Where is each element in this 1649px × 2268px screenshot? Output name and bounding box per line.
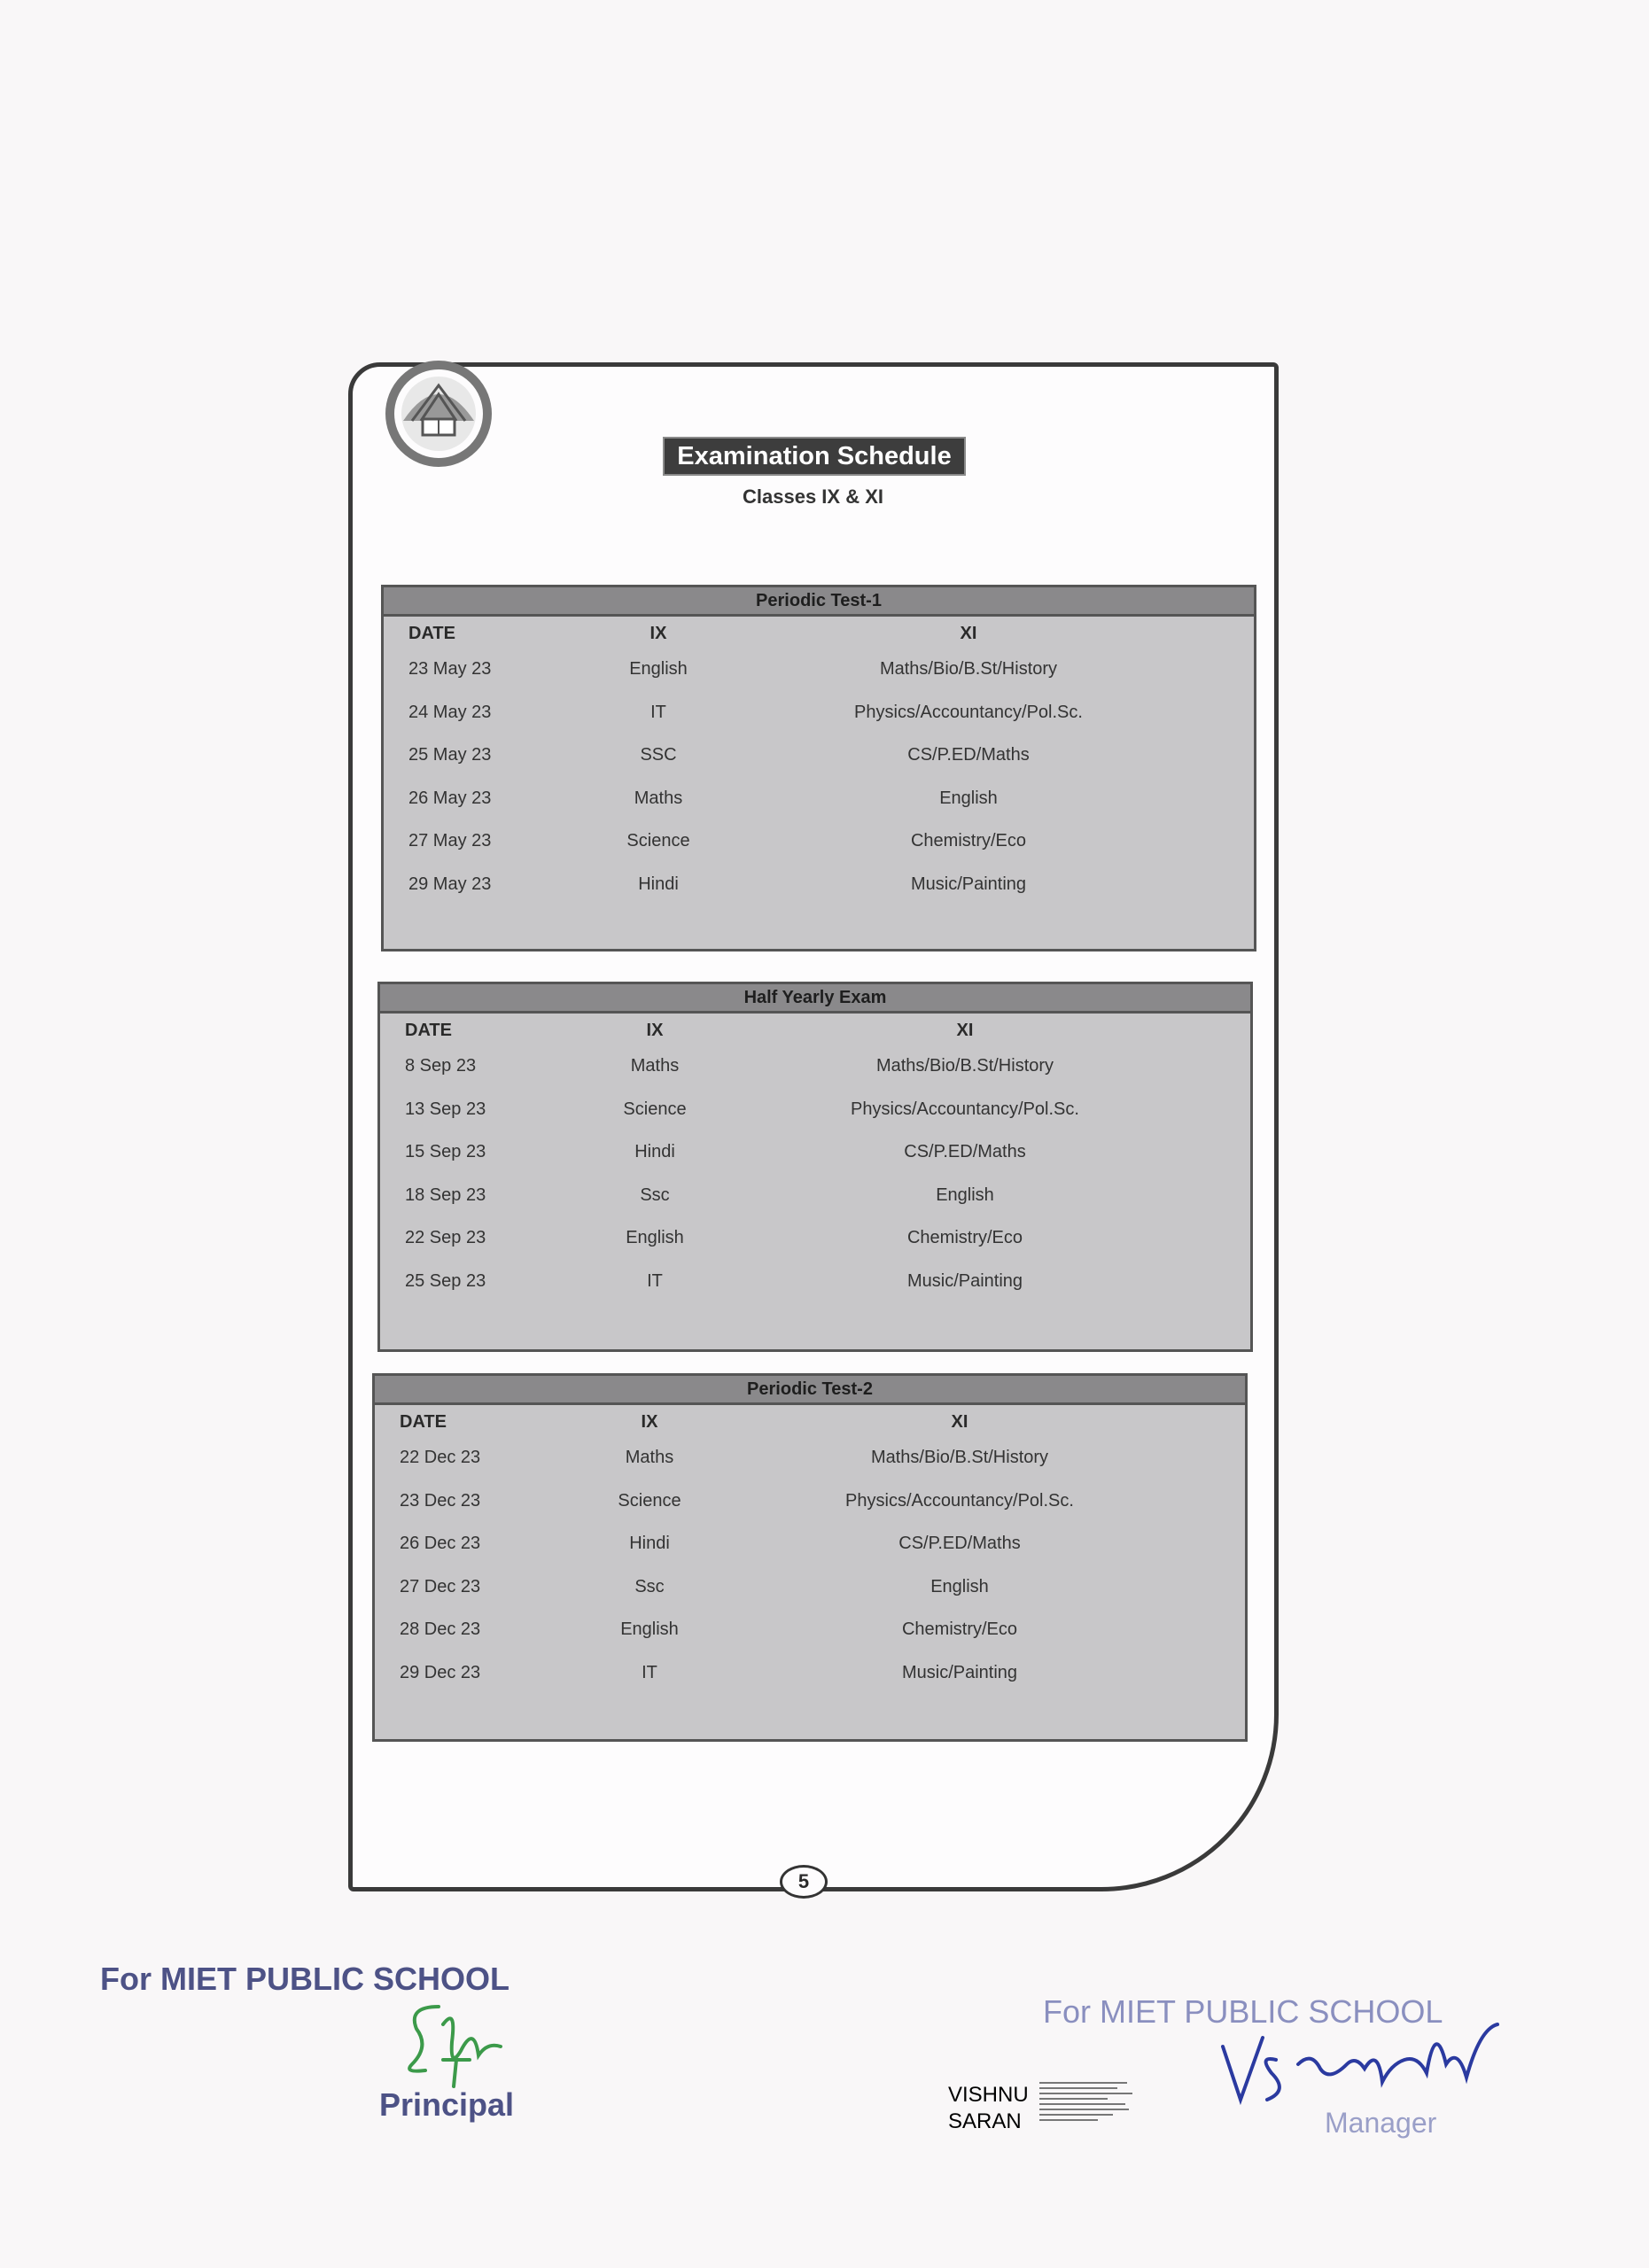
table-row: [384, 695, 1254, 739]
cell-ix: Ssc: [634, 1576, 665, 1596]
cell-xi: Maths/Bio/B.St/History: [875, 1056, 1054, 1076]
cell-date: 28 Dec 23: [400, 1619, 481, 1639]
cell-ix: English: [626, 1228, 684, 1247]
cell-xi: CS/P.ED/Maths: [904, 1142, 1026, 1161]
cell-ix: Maths: [630, 1056, 680, 1076]
cell-date: 29 May 23: [408, 874, 492, 894]
signer-last-name: SARAN: [948, 2109, 1022, 2133]
signer-first-name: VISHNU: [948, 2083, 1029, 2107]
table-row: [380, 1178, 1250, 1222]
table-row: [384, 738, 1254, 781]
cell-ix: Hindi: [629, 1534, 670, 1553]
cell-date: 23 Dec 23: [400, 1490, 481, 1511]
cell-ix: Maths: [625, 1448, 674, 1467]
column-header-xi: XI: [960, 624, 977, 643]
table-row: [375, 1484, 1245, 1527]
table-row: [375, 1612, 1245, 1656]
cell-date: 18 Sep 23: [405, 1184, 486, 1205]
cell-date: 24 May 23: [408, 702, 492, 722]
cell-ix: SSC: [640, 745, 677, 765]
table-row: [375, 1441, 1245, 1484]
digital-signature-fine-print: [1039, 2082, 1137, 2135]
cell-ix: Science: [626, 831, 690, 850]
cell-xi: Physics/Accountancy/Pol.Sc.: [851, 1099, 1079, 1119]
column-header-xi: XI: [956, 1021, 974, 1040]
principal-signature: [390, 1989, 523, 2095]
cell-xi: Music/Painting: [901, 1662, 1018, 1682]
page-title: Examination Schedule: [663, 437, 966, 476]
cell-xi: Maths/Bio/B.St/History: [879, 659, 1058, 679]
column-header-ix: IX: [646, 1021, 664, 1040]
column-header-ix: IX: [641, 1412, 658, 1432]
cell-date: 26 Dec 23: [400, 1534, 481, 1553]
table-row: [380, 1221, 1250, 1264]
cell-ix: Maths: [634, 788, 683, 808]
table-row: [380, 1049, 1250, 1092]
cell-date: 27 May 23: [408, 831, 492, 850]
school-emblem-icon: [377, 359, 501, 474]
table-row: [380, 1264, 1250, 1308]
cell-xi: Chemistry/Eco: [910, 831, 1027, 850]
cell-xi: Chemistry/Eco: [906, 1228, 1023, 1247]
cell-xi: Chemistry/Eco: [901, 1619, 1018, 1639]
cell-xi: CS/P.ED/Maths: [898, 1534, 1021, 1553]
table-row: [380, 1135, 1250, 1178]
table-heading: Half Yearly Exam: [380, 984, 1250, 1014]
cell-xi: Maths/Bio/B.St/History: [870, 1448, 1049, 1467]
cell-date: 23 May 23: [408, 659, 492, 679]
table-row: [375, 1526, 1245, 1570]
manager-role-label: Manager: [1325, 2107, 1437, 2139]
table-heading: Periodic Test-2: [375, 1376, 1245, 1405]
principal-role-label: Principal: [379, 2086, 515, 2123]
page-number: 5: [780, 1865, 828, 1899]
schedule-table-half-yearly: [377, 982, 1253, 1352]
cell-ix: Science: [618, 1490, 681, 1511]
cell-date: 8 Sep 23: [405, 1056, 477, 1076]
cell-xi: English: [936, 1184, 994, 1205]
cell-ix: IT: [650, 702, 666, 722]
column-header-date: DATE: [400, 1412, 447, 1432]
table-row: [380, 1092, 1250, 1136]
table-row: [384, 781, 1254, 825]
table-row: [384, 652, 1254, 695]
cell-xi: Music/Painting: [906, 1270, 1023, 1291]
cell-date: 29 Dec 23: [400, 1662, 481, 1682]
digital-signer-name: [948, 2082, 1029, 2135]
cell-ix: IT: [647, 1270, 663, 1291]
table-header-row: [375, 1405, 1245, 1441]
cell-date: 22 Dec 23: [400, 1448, 481, 1467]
cell-ix: English: [629, 659, 688, 679]
cell-xi: Music/Painting: [910, 874, 1027, 894]
table-row: [384, 824, 1254, 867]
table-row: [375, 1570, 1245, 1613]
cell-date: 27 Dec 23: [400, 1576, 481, 1596]
table-row: [384, 867, 1254, 911]
cell-date: 15 Sep 23: [405, 1142, 486, 1161]
cell-xi: English: [939, 788, 998, 808]
cell-xi: Physics/Accountancy/Pol.Sc.: [845, 1490, 1074, 1511]
table-row: [375, 1656, 1245, 1699]
cell-ix: English: [620, 1619, 679, 1639]
manager-stamp-text: For MIET PUBLIC SCHOOL: [1043, 1993, 1443, 2030]
column-header-date: DATE: [405, 1021, 452, 1040]
cell-ix: Ssc: [640, 1184, 670, 1205]
page-subtitle: Classes IX & XI: [743, 485, 883, 508]
cell-ix: Science: [623, 1099, 687, 1119]
cell-date: 25 May 23: [408, 745, 492, 765]
table-header-row: [384, 617, 1254, 652]
schedule-table-periodic-test-2: [372, 1373, 1248, 1742]
cell-xi: CS/P.ED/Maths: [907, 745, 1030, 765]
cell-xi: Physics/Accountancy/Pol.Sc.: [854, 702, 1083, 722]
cell-date: 26 May 23: [408, 788, 492, 808]
cell-ix: Hindi: [638, 874, 679, 894]
cell-date: 22 Sep 23: [405, 1228, 486, 1247]
manager-signature: [1214, 2011, 1506, 2113]
schedule-table-periodic-test-1: [381, 585, 1256, 951]
cell-ix: Hindi: [634, 1142, 675, 1161]
column-header-ix: IX: [649, 624, 667, 643]
table-header-row: [380, 1014, 1250, 1049]
table-heading: Periodic Test-1: [384, 587, 1254, 617]
column-header-xi: XI: [951, 1412, 968, 1432]
cell-xi: English: [930, 1576, 989, 1596]
cell-ix: IT: [642, 1662, 657, 1682]
principal-stamp-text: For MIET PUBLIC SCHOOL: [100, 1961, 509, 1997]
cell-date: 25 Sep 23: [405, 1270, 486, 1291]
column-header-date: DATE: [408, 624, 455, 643]
cell-date: 13 Sep 23: [405, 1099, 486, 1119]
